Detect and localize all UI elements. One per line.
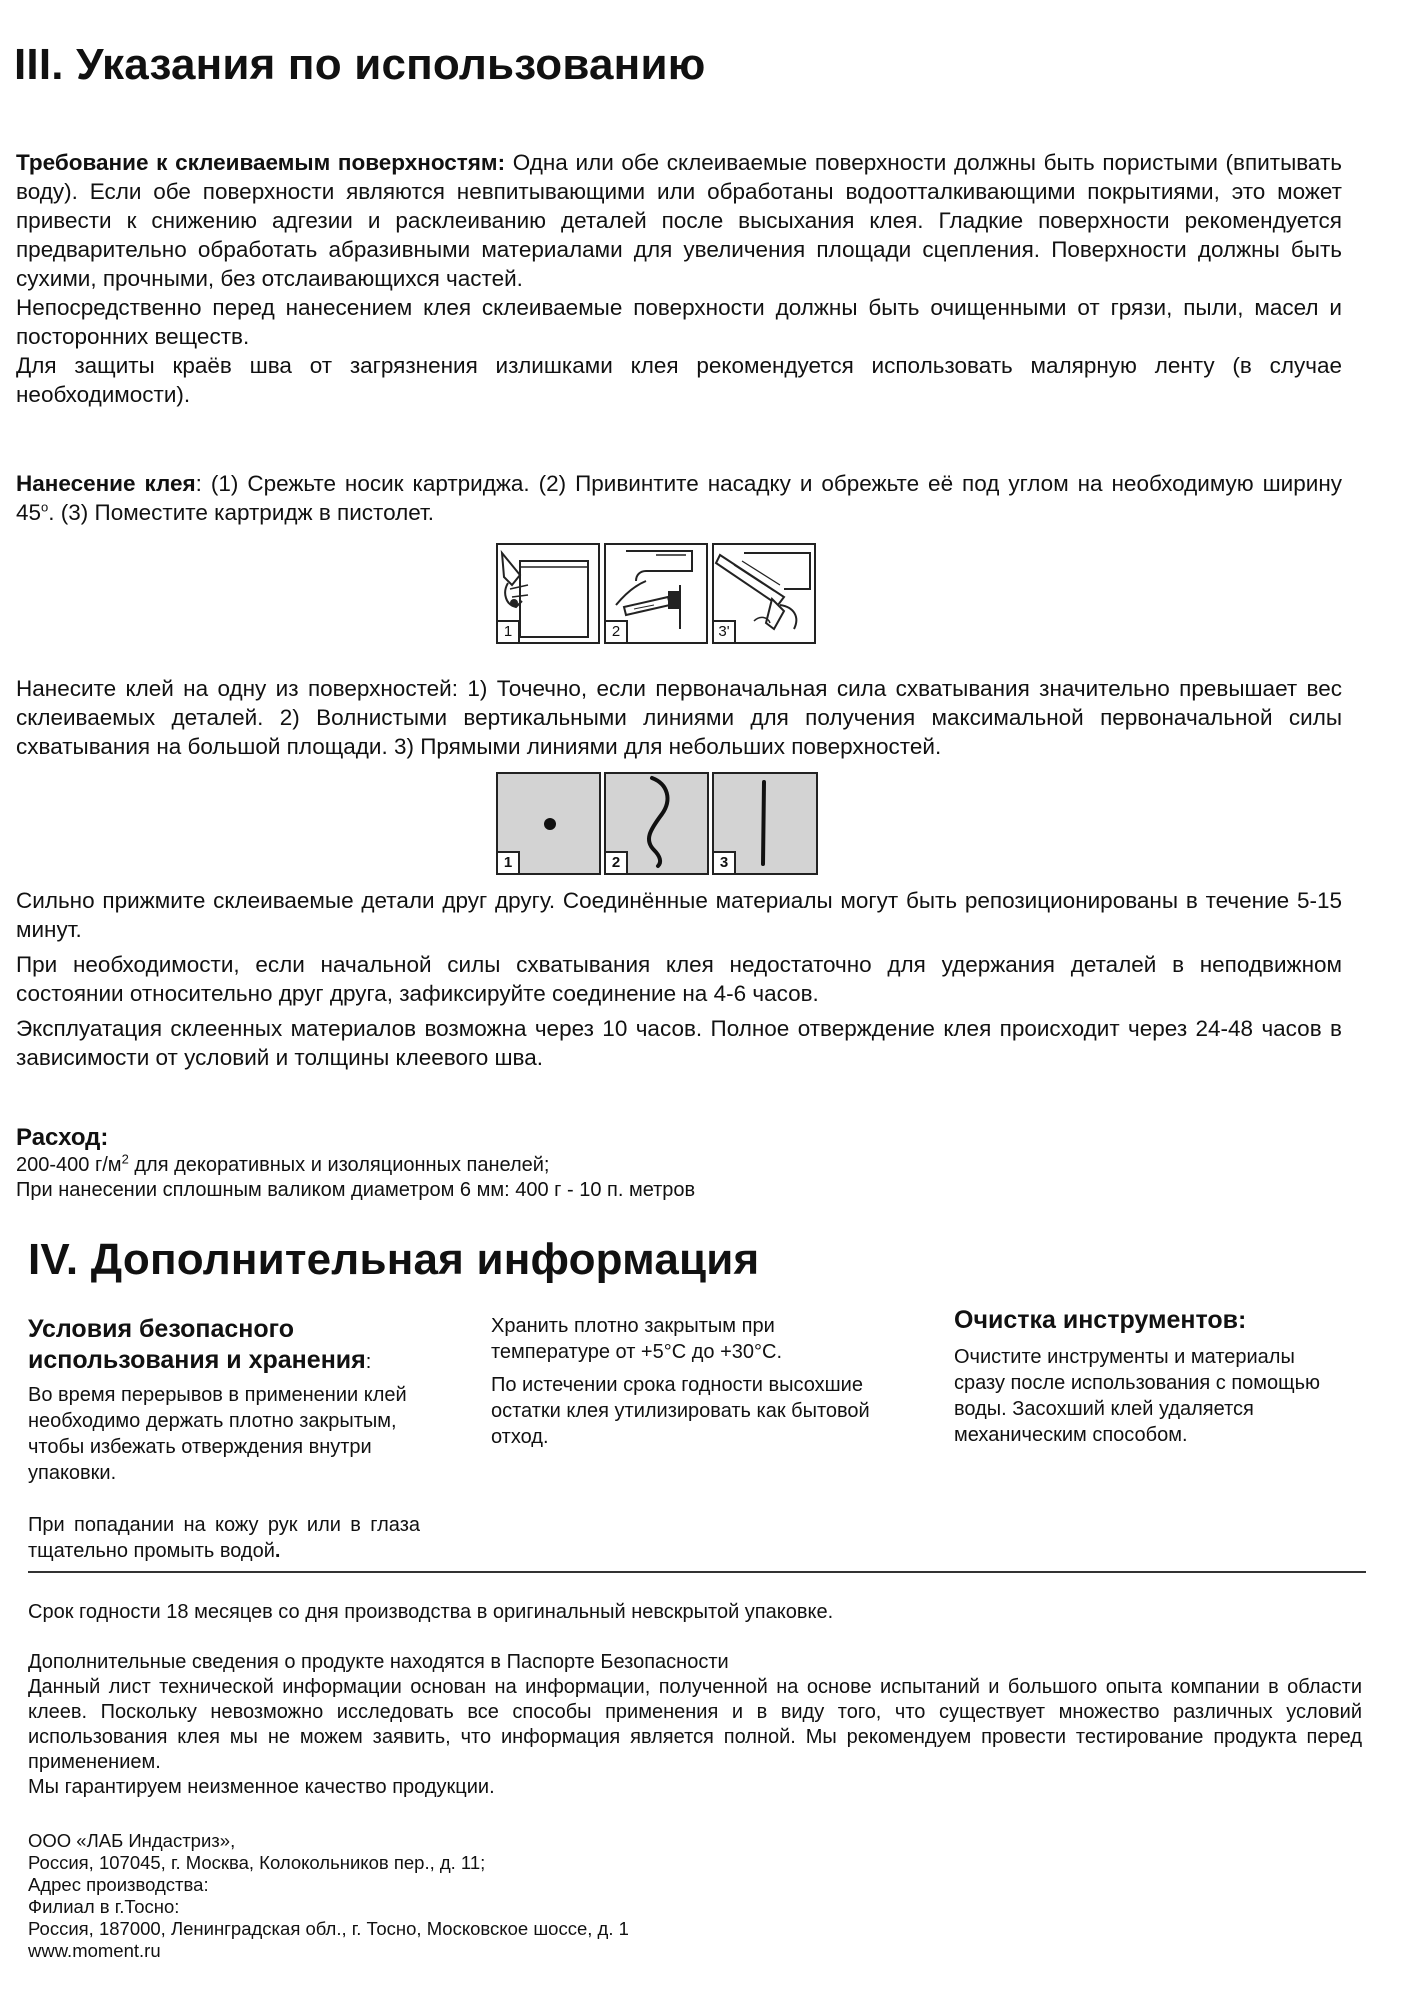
application-text-before: (1) Срежьте носик картриджа. (2) Привинтите насадку и обрежьте её под углом на необходимую ширину 45 [16, 471, 1342, 525]
application-paragraph [16, 469, 1342, 527]
safety-pause-text: Во время перерывов в применении клей необходимо держать плотно закрытым, чтобы избежать отверждения внутри упаковки. [28, 1384, 407, 1484]
consumption-line-1-after: для декоративных и изоляционных панелей; [128, 1154, 550, 1176]
safety-storage-title-line-1: Условия безопасного [28, 1315, 295, 1343]
safety-storage-title-colon: : [365, 1351, 372, 1373]
section-4-title: IV. Дополнительная информация [28, 1235, 760, 1284]
cartridge-step-1-number: 1 [498, 620, 520, 642]
safety-storage-column [28, 1314, 420, 1564]
application-methods-text: Нанесите клей на одну из поверхностей: 1) Точечно, если первоначальная сила схватывания значительно превышает вес склеиваемых деталей. 2) Волнистыми вертикальными линиями для получения максимальной первоначальной силы схватывания на большой площади. 3) Прямыми линиями для небольших поверхностей. [16, 676, 1342, 759]
safety-storage-title [28, 1314, 420, 1378]
consumption-title: Расход: [16, 1124, 109, 1151]
application-instructions [16, 469, 1342, 527]
more-info-text: Дополнительные сведения о продукте находятся в Паспорте Безопасности [28, 1651, 729, 1673]
pattern-wavy-panel [604, 772, 709, 875]
website-link[interactable]: www.moment.ru [28, 1940, 161, 1961]
safety-skin-eyes-end: . [274, 1540, 281, 1562]
section-3-title: III. Указания по использованию [14, 40, 706, 89]
fixation-text: При необходимости, если начальной силы схватывания клея недостаточно для удержания деталей в неподвижном состоянии относительно друг друга, зафиксируйте соединение на 4-6 часов. [16, 952, 1342, 1006]
surface-cleaning-text: Непосредственно перед нанесением клея склеиваемые поверхности должны быть очищенными от грязи, пыли, масел и посторонних веществ. [16, 295, 1342, 349]
address-line: Адрес производства: [28, 1874, 209, 1895]
address-block [28, 1830, 1362, 1962]
application-text-after: . (3) Поместите картридж в пистолет. [48, 500, 435, 525]
address-line: ООО «ЛАБ Индастриз», [28, 1830, 236, 1851]
pattern-2-number: 2 [606, 851, 628, 873]
application-label: Нанесение клея [16, 471, 196, 496]
storage-column [491, 1313, 871, 1450]
cartridge-step-3-panel [712, 543, 816, 644]
address-line: Россия, 107045, г. Москва, Колокольников пер., д. 11; [28, 1852, 486, 1873]
safety-storage-title-line-2: использования и хранения [28, 1346, 366, 1374]
shelf-life-text: Срок годности 18 месяцев со дня производства в оригинальный невскрытой упаковке. [28, 1601, 834, 1623]
cartridge-step-2-number: 2 [606, 620, 628, 642]
storage-temperature-text: Хранить плотно закрытым при температуре от +5°C до +30°C. [491, 1315, 783, 1363]
application-colon: : [195, 471, 202, 496]
consumption-line-1-before: 200-400 г/м [16, 1154, 122, 1176]
surface-requirements-paragraph [16, 148, 1342, 293]
masking-tape-text: Для защиты краёв шва от загрязнения излишками клея рекомендуется использовать малярную ленту (в случае необходимости). [16, 353, 1342, 407]
shelf-life-block [28, 1600, 1362, 1625]
consumption-line-1 [16, 1153, 1316, 1178]
curing-text: Эксплуатация склеенных материалов возможна через 10 часов. Полное отверждение клея происходит через 24-48 часов в зависимости от условий и толщины клеевого шва. [16, 1016, 1342, 1070]
guarantee-text: Мы гарантируем неизменное качество продукции. [28, 1776, 495, 1798]
tool-cleaning-title: Очистка инструментов: [954, 1306, 1247, 1334]
address-line: Филиал в г.Тосно: [28, 1896, 180, 1917]
surface-requirements-label: Требование к склеиваемым поверхностям: [16, 150, 506, 175]
degree-sup: o [41, 499, 49, 515]
bead-patterns-figure [496, 772, 818, 875]
pattern-straight-panel [712, 772, 818, 875]
square-meter-sup: 2 [121, 1151, 129, 1167]
surface-requirements [16, 148, 1342, 409]
tool-cleaning-text: Очистите инструменты и материалы сразу после использования с помощью воды. Засохший клей удаляется механическим способом. [954, 1346, 1321, 1446]
section-divider [28, 1571, 1366, 1573]
press-text: Сильно прижмите склеиваемые детали друг другу. Соединённые материалы могут быть репозиционированы в течение 5-15 минут. [16, 888, 1342, 942]
disclaimer-block [28, 1650, 1362, 1800]
pattern-3-number: 3 [714, 851, 736, 873]
tool-cleaning-column [954, 1305, 1334, 1448]
cartridge-step-1-panel [496, 543, 600, 644]
consumption-line-2: При нанесении сплошным валиком диаметром 6 мм: 400 г - 10 п. метров [16, 1179, 696, 1201]
consumption-block [16, 1124, 1316, 1203]
safety-skin-eyes-text [28, 1512, 420, 1564]
pattern-dot-panel [496, 772, 601, 875]
cartridge-steps-figure [496, 543, 816, 644]
disposal-text: По истечении срока годности высохшие остатки клея утилизировать как бытовой отход. [491, 1374, 870, 1448]
application-methods [16, 674, 1342, 761]
cartridge-step-2-panel [604, 543, 708, 644]
cartridge-step-3-number: 3' [714, 620, 736, 642]
surface-requirements-text: Одна или обе склеиваемые поверхности должны быть пористыми (впитывать воду). Если обе поверхности являются невпитывающими или обработаны водоотталкивающими покрытиями, это может привести к снижению адгезии и расклеиванию деталей после высыхания клея. Гладкие поверхности рекомендуется предварительно обработать абразивными материалами для увеличения площади сцепления. Поверхности должны быть сухими, прочными, без отслаивающихся частей. [16, 150, 1342, 291]
pattern-1-number: 1 [498, 851, 520, 873]
disclaimer-text: Данный лист технической информации основан на информации, полученной на основе испытаний и большого опыта компании в области клеев. Поскольку невозможно исследовать все способы применения и в виду того, что существует множество различных условий использования клея мы не можем заявить, что информация является полной. Мы рекомендуем провести тестирование продукта перед применением. [28, 1676, 1362, 1773]
address-line: Россия, 187000, Ленинградская обл., г. Тосно, Московское шоссе, д. 1 [28, 1918, 629, 1939]
pressing-instructions [16, 886, 1342, 1072]
safety-skin-eyes-main: При попадании на кожу рук или в глаза тщательно промыть водой [28, 1514, 420, 1562]
